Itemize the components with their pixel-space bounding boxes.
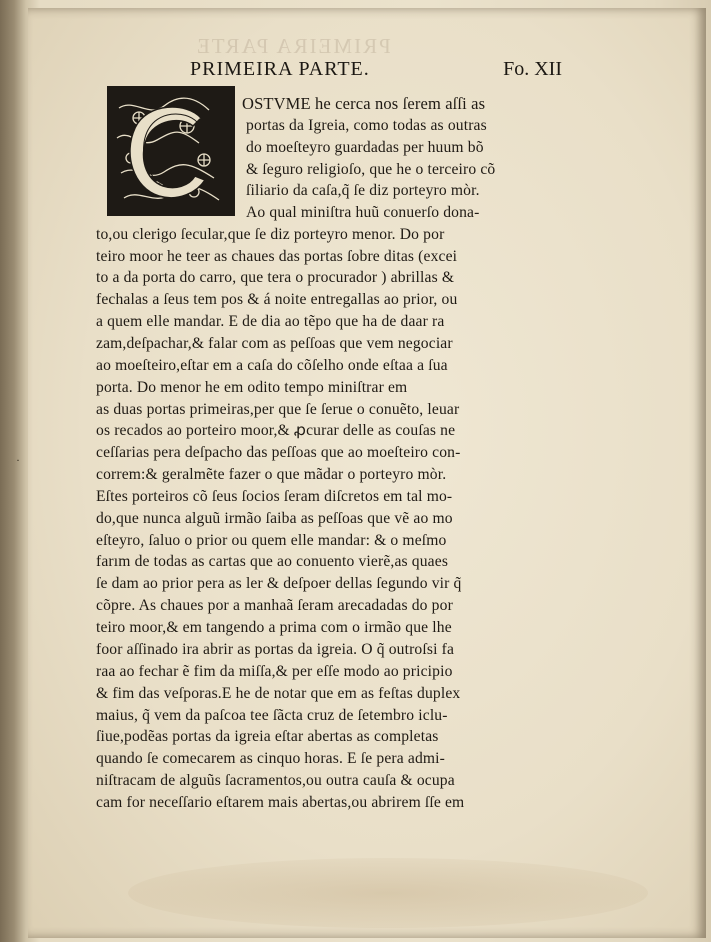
text-line: ſe dam ao prior pera as ler & deſpoer dellas ſegundo vir q̃ <box>96 575 462 592</box>
text-line: teiro moor,& em tangendo a prima com o irmão que lhe <box>96 619 452 636</box>
text-line: os recados ao porteiro moor,& ꝓcurar delle as couſas ne <box>96 422 456 439</box>
text-line: niſtracam de alguũs ſacramentos,ou outra cauſa & ocupa <box>96 772 455 789</box>
text-line: to,ou clerigo ſecular,que ſe diz porteyro menor. Do por <box>96 226 445 243</box>
text-line: quando ſe comecarem as cinquo horas. E ſe pera admi- <box>96 750 445 767</box>
bleed-through-text: PRIMEIRA PARTE <box>195 34 391 58</box>
text-line: do,que nunca alguũ irmão ſaiba as peſſoas que vẽ ao mo <box>96 510 453 527</box>
text-line: & ſeguro religioſo, que he o terceiro cõ <box>246 161 496 178</box>
text-line: porta. Do menor he em odito tempo miniſtrar em <box>96 379 408 396</box>
text-line: zam,deſpachar,& falar com as peſſoas que vem negociar <box>96 335 453 352</box>
running-head: PRIMEIRA PARTE. <box>190 58 370 80</box>
text-line: ao moeſteiro,eſtar em a caſa do cõſelho onde eſtaa a ſua <box>96 357 448 374</box>
margin-mark: · <box>16 453 20 467</box>
text-line: farım de todas as cartas que ao conuento vierẽ,as quaes <box>96 553 449 570</box>
text-line: do moeſteyro guardadas per huum bõ <box>246 139 484 156</box>
text-line: OSTVME he cerca nos ſerem aſſi as <box>242 94 486 113</box>
text-line: cam for neceſſario eſtarem mais abertas,ou abrirem ſſe em <box>96 794 465 811</box>
text-line: raa ao fechar ẽ fim da miſſa,& per eſſe modo ao pricipio <box>96 663 453 680</box>
folio-number: Fo. XII <box>503 58 562 80</box>
text-line: Eſtes porteiros cõ ſeus ſocios ſeram diſcretos em tal mo- <box>96 488 453 505</box>
text-line: ceſſarias pera deſpacho das peſſoas que ao moeſteiro con- <box>96 444 461 461</box>
text-line: eſteyro, ſaluo o prior ou quem elle mandar: & o meſmo <box>96 532 447 549</box>
text-line: fechalas a ſeus tem pos & á noite entregallas ao prior, ou <box>96 291 458 308</box>
text-line: maius, q̃ vem da paſcoa tee ſãcta cruz de ſetembro iclu- <box>96 707 448 724</box>
text-line: cõpre. As chaues por a manhaã ſeram arecadadas do por <box>96 597 453 614</box>
text-line: ſiliario da caſa,q̃ ſe diz porteyro mòr. <box>246 182 480 199</box>
text-line: ſiue,podẽas portas da igreia eſtar abertas as completas <box>96 728 439 745</box>
text-line: Ao qual miniſtra huũ conuerſo dona- <box>246 204 480 221</box>
text-line: foor aſſinado ira abrir as portas da igreia. O q̃ outroſsi fa <box>96 641 455 658</box>
text-line: & fim das veſporas.E he de notar que em as feſtas duplex <box>96 685 461 702</box>
text-line: as duas portas primeiras,per que ſe ſerue o conuẽto, leuar <box>96 401 460 418</box>
text-line: to a da porta do carro, que tera o procurador ) abrillas & <box>96 269 455 286</box>
text-line: portas da Igreia, como todas as outras <box>246 117 487 134</box>
text-line: correm:& geralmẽte fazer o que mãdar o porteyro mòr. <box>96 466 447 483</box>
text-line: teiro moor he teer as chaues das portas ſobre ditas (excei <box>96 248 458 265</box>
text-line: a quem elle mandar. E de dia ao tẽpo que ha de daar ra <box>96 313 445 330</box>
